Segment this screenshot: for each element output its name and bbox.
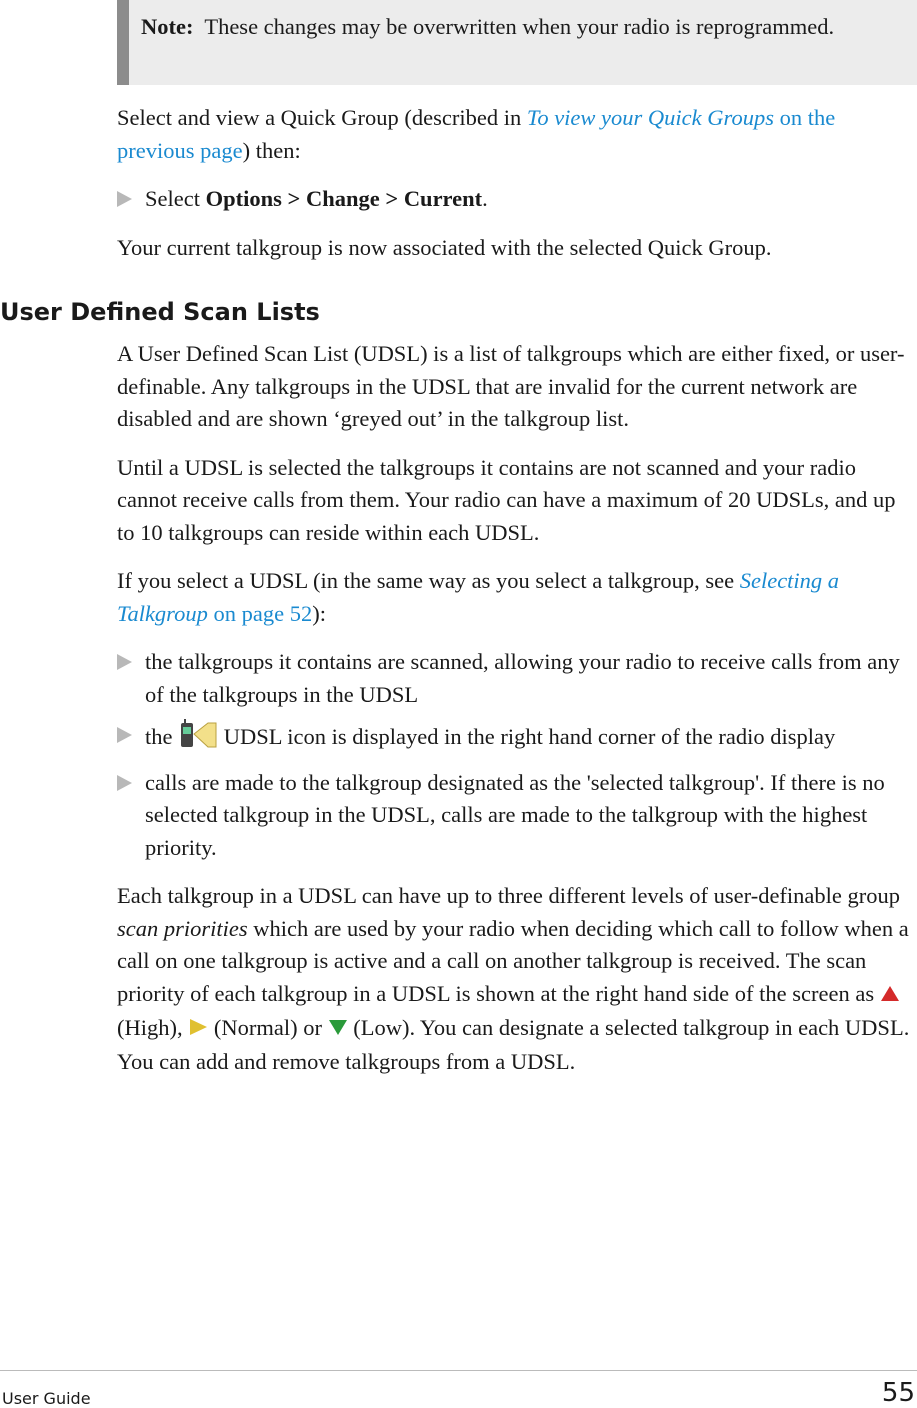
link-text: on page 52 (207, 600, 313, 626)
sep: > (281, 186, 306, 211)
bullet-triangle-icon (117, 775, 132, 791)
paragraph: Your current talkgroup is now associated with the selected Quick Group. (117, 234, 772, 260)
udsl-icon (178, 719, 218, 759)
paragraph: A User Defined Scan List (UDSL) is a list of talkgroups which are either fixed, or user-definable. Any talkgroups in the UDSL that are invalid for the current network are disabled and are shown ‘greyed out’ in the talkgroup list. (117, 341, 905, 431)
quick-group-section (117, 102, 917, 280)
menu-options: Options (205, 186, 282, 211)
paragraph (117, 565, 917, 630)
udsl-section (117, 338, 917, 1094)
menu-change: Change (305, 186, 380, 211)
paragraph (117, 102, 917, 167)
bullet-triangle-icon (117, 654, 132, 670)
text: UDSL icon is displayed in the right hand corner of the radio display (218, 723, 836, 749)
paragraph (117, 880, 917, 1078)
note-box (117, 0, 917, 85)
text: ): (312, 600, 326, 626)
bullet-triangle-icon (117, 727, 132, 743)
sep: > (379, 186, 404, 211)
text: ) then: (242, 137, 301, 163)
link-text: on the previous page (117, 105, 836, 163)
step-item (117, 183, 917, 216)
text: the talkgroups it contains are scanned, allowing your radio to receive calls from any of the talkgroups in the UDSL (145, 649, 900, 707)
text: Select and view a Quick Group (described in (117, 105, 527, 130)
text: which are used by your radio when deciding which call to follow when a call on one talkgroup is active and a call on another talkgroup is received. The scan priority of each talkgroup in a UDSL is shown at the right hand side of the screen as (117, 915, 909, 1006)
text: (Normal) or (208, 1014, 328, 1040)
page-number: 55 (881, 1378, 915, 1408)
high-priority-icon (880, 979, 900, 1012)
text: Each talkgroup in a UDSL can have up to three different levels of user-definable group (117, 883, 901, 908)
text: (High), (117, 1014, 189, 1040)
footer-divider (0, 1370, 917, 1371)
bullet-item (117, 719, 917, 759)
note-label: Note: (141, 14, 194, 39)
section-heading: User Defined Scan Lists (0, 298, 320, 326)
bullet-triangle-icon (117, 191, 132, 207)
low-priority-icon (328, 1013, 348, 1046)
link-text: To view your Quick Groups (526, 105, 774, 130)
text: Select (145, 186, 206, 211)
bullet-item (117, 646, 917, 711)
text: calls are made to the talkgroup designated as the 'selected talkgroup'. If there is no selected talkgroup in the UDSL, calls are made to the talkgroup with the highest priority. (145, 769, 885, 860)
menu-current: Current (403, 186, 483, 211)
text: If you select a UDSL (in the same way as you select a talkgroup, see (117, 568, 740, 593)
bullet-item (117, 767, 917, 865)
footer-title: User Guide (2, 1389, 91, 1408)
text: (Low). You can designate a selected talkgroup in each UDSL. You can add and remove talkgroups from a UDSL. (117, 1014, 910, 1074)
link-text: Selecting a Talkgroup (117, 568, 840, 626)
note-text: These changes may be overwritten when your radio is reprogrammed. (204, 14, 835, 39)
text: scan priorities (117, 915, 248, 941)
normal-priority-icon (188, 1013, 208, 1046)
text: . (482, 186, 488, 211)
paragraph: Until a UDSL is selected the talkgroups it contains are not scanned and your radio cannot receive calls from them. Your radio can have a maximum of 20 UDSLs, and up to 10 talkgroups can reside within each UDSL. (117, 454, 896, 545)
text: the (145, 723, 179, 749)
